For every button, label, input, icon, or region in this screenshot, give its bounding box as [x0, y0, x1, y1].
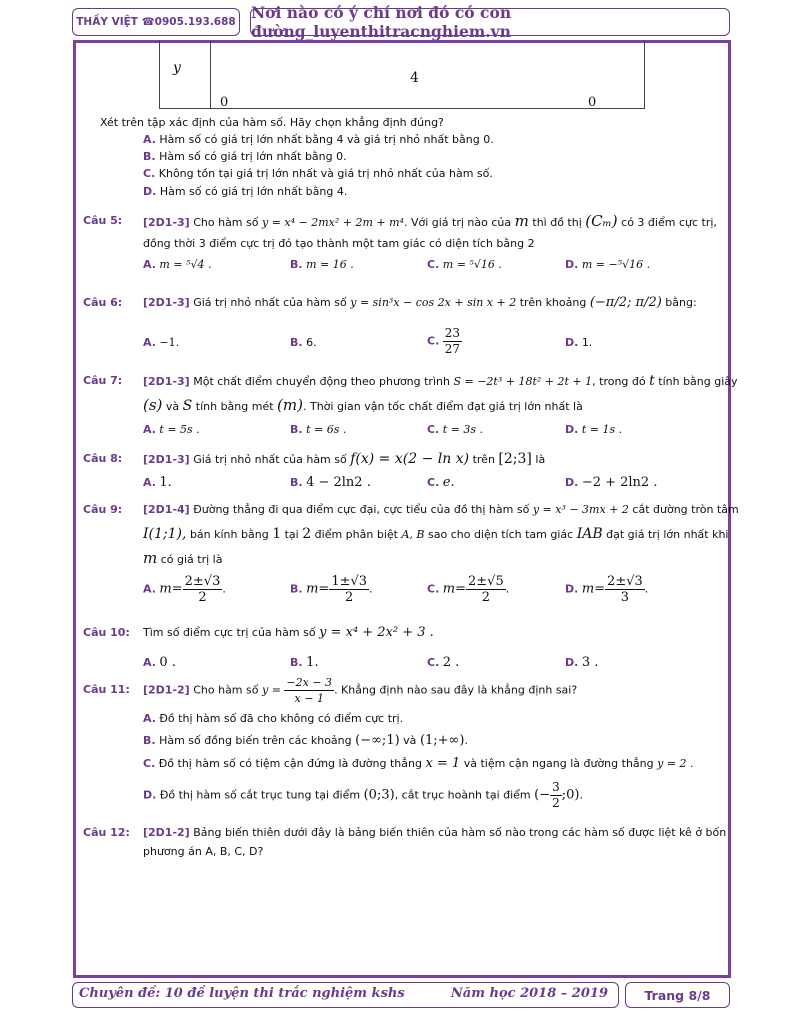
q9-b-fraction: $\frac{1\pm√3}{2}$ — [331, 574, 368, 605]
q10-option-c: C. 2 . — [427, 655, 460, 670]
q8-option-b: B. 4 − 2ln2 . — [290, 475, 371, 490]
q11-option-c: C. Đồ thị hàm số có tiệm cận đứng là đường thẳng x = 1 và tiệm cận ngang là đường thẳng y = 2 . — [143, 756, 694, 771]
q11-option-b: B. Hàm số đồng biến trên các khoảng (−∞;1) và (1;+∞). — [143, 733, 468, 748]
header-motto — [250, 3, 730, 41]
q4-option-c: C. Không tồn tại giá trị lớn nhất và giá trị nhỏ nhất của hàm số. — [143, 167, 493, 180]
q11-label: Câu 11: — [83, 683, 130, 696]
q7-option-c: C. t = 3s . — [427, 423, 484, 436]
q10-option-a: A. 0 . — [143, 655, 176, 670]
q5-option-b: B. m = 16 . — [290, 258, 354, 271]
q9-option-b: B. m= $\frac{1\pm√3}{2}$ . — [290, 574, 373, 605]
q4-option-d: D. Hàm số có giá trị lớn nhất bằng 4. — [143, 185, 348, 198]
q5-line1: [2D1-3] Cho hàm số y = x⁴ − 2mx² + 2m + m⁴. Với giá trị nào của m thì đồ thị (Cₘ) có 3 điểm cực trị, — [143, 212, 717, 230]
q4-option-a: A. Hàm số có giá trị lớn nhất bằng 4 và giá trị nhỏ nhất bằng 0. — [143, 133, 494, 146]
q6-option-a: A. −1. — [143, 336, 180, 349]
q9-line3: m có giá trị là — [143, 549, 223, 567]
q9-label: Câu 9: — [83, 503, 123, 516]
q6-label: Câu 6: — [83, 296, 123, 309]
q7-option-b: B. t = 6s . — [290, 423, 347, 436]
table-mid-value: 4 — [410, 70, 419, 86]
q10-line1: Tìm số điểm cực trị của hàm số y = x⁴ + 2x² + 3 . — [143, 625, 434, 640]
q9-d-fraction: $\frac{2\pm√3}{3}$ — [607, 574, 643, 605]
q10-option-b: B. 1. — [290, 655, 319, 670]
q5-label: Câu 5: — [83, 214, 123, 227]
q8-option-d: D. −2 + 2ln2 . — [565, 475, 658, 490]
table-right-value: 0 — [588, 95, 597, 110]
q11-d-fraction: $\frac{3}{2}$ — [552, 780, 560, 810]
footer-topic: Chuyên đề: 10 đề luyện thi trắc nghiệm kshs — [79, 986, 405, 1001]
footer-year: Năm học 2018 – 2019 — [450, 986, 608, 1001]
table-divider — [210, 40, 211, 108]
q7-option-d: D. t = 1s . — [565, 423, 623, 436]
q7-option-a: A. t = 5s . — [143, 423, 200, 436]
q7-line2: (s) và S tính bằng mét (m). Thời gian vận tốc chất điểm đạt giá trị lớn nhất là — [143, 396, 583, 414]
variation-table — [159, 40, 645, 109]
q6-option-b: B. 6. — [290, 336, 317, 349]
q8-label: Câu 8: — [83, 452, 123, 465]
q9-c-fraction: $\frac{2\pm√5}{2}$ — [468, 574, 504, 605]
q6-option-d: D. 1. — [565, 336, 593, 349]
q4-option-b: B. Hàm số có giá trị lớn nhất bằng 0. — [143, 150, 347, 163]
q8-option-a: A. 1. — [143, 475, 172, 490]
q11-fraction: $\frac{-2x - 3}{x - 1}$ — [286, 676, 333, 705]
q5-option-d: D. m = −⁵√16 . — [565, 258, 651, 271]
footer-page — [625, 982, 730, 1008]
q11-option-d: D. Đồ thị hàm số cắt trục tung tại điểm (0;3), cắt trục hoành tại điểm (− $\frac{3}{2}$ ;0). — [143, 780, 583, 810]
q6-c-fraction: $\frac{23}{27}$ — [444, 326, 461, 356]
q5-line2: đồng thời 3 điểm cực trị đó tạo thành một tam giác có diện tích bằng 2 — [143, 237, 535, 250]
q9-line2: I(1;1), bán kính bằng 1 tại 2 điểm phân biệt A, B sao cho diện tích tam giác IAB đạt giá trị lớn nhất khi — [143, 526, 729, 542]
q8-option-c: C. e. — [427, 475, 455, 490]
header-motto-text: Nơi nào có ý chí nơi đó có con đường_luyenthitracnghiem.vn — [251, 3, 512, 41]
footer-page-number: Trang 8/8 — [644, 987, 711, 1003]
q9-option-c: C. m= $\frac{2\pm√5}{2}$ . — [427, 574, 510, 605]
q8-line1: [2D1-3] Giá trị nhỏ nhất của hàm số f(x) = x(2 − ln x) trên [2;3] là — [143, 451, 546, 467]
table-left-value: 0 — [220, 95, 229, 110]
table-row-label: y — [173, 60, 181, 76]
q9-a-fraction: $\frac{2\pm√3}{2}$ — [184, 574, 221, 605]
q6-line1: [2D1-3] Giá trị nhỏ nhất của hàm số y = sin³x − cos 2x + sin x + 2 trên khoảng (−π/2; π/2) bằng: — [143, 295, 697, 310]
q10-label: Câu 10: — [83, 626, 130, 639]
q12-line2: phương án A, B, C, D? — [143, 845, 264, 858]
q9-option-d: D. m= $\frac{2\pm√3}{3}$ . — [565, 574, 649, 605]
header-contact-text: THẦY VIỆT ☎0905.193.688 — [76, 16, 236, 28]
q4-stem: Xét trên tập xác định của hàm số. Hãy chọn khẳng định đúng? — [100, 116, 444, 129]
q5-option-c: C. m = ⁵√16 . — [427, 258, 502, 271]
q10-option-d: D. 3 . — [565, 655, 599, 670]
q6-option-c: C. $\frac{23}{27}$ — [427, 326, 461, 356]
q11-line1: [2D1-2] Cho hàm số y = $\frac{-2x - 3}{x - 1}$ . Khẳng định nào sau đây là khẳng định sai? — [143, 676, 578, 705]
q9-option-a: A. m= $\frac{2\pm√3}{2}$ . — [143, 574, 226, 605]
q12-label: Câu 12: — [83, 826, 130, 839]
q9-line1: [2D1-4] Đường thẳng đi qua điểm cực đại, cực tiểu của đồ thị hàm số y = x³ − 3mx + 2 cắt đường tròn tâm — [143, 503, 739, 516]
q12-line1: [2D1-2] Bảng biến thiên dưới đây là bảng biến thiên của hàm số nào trong các hàm số được liệt kê ở bốn — [143, 826, 727, 839]
q7-label: Câu 7: — [83, 374, 123, 387]
q5-option-a: A. m = ⁵√4 . — [143, 258, 212, 271]
q7-line1: [2D1-3] Một chất điểm chuyển động theo phương trình S = −2t³ + 18t² + 2t + 1, trong đó t tính bằng giây — [143, 373, 738, 389]
q11-option-a: A. Đồ thị hàm số đã cho không có điểm cực trị. — [143, 712, 404, 725]
footer-info — [72, 982, 619, 1008]
header-contact — [72, 8, 240, 36]
